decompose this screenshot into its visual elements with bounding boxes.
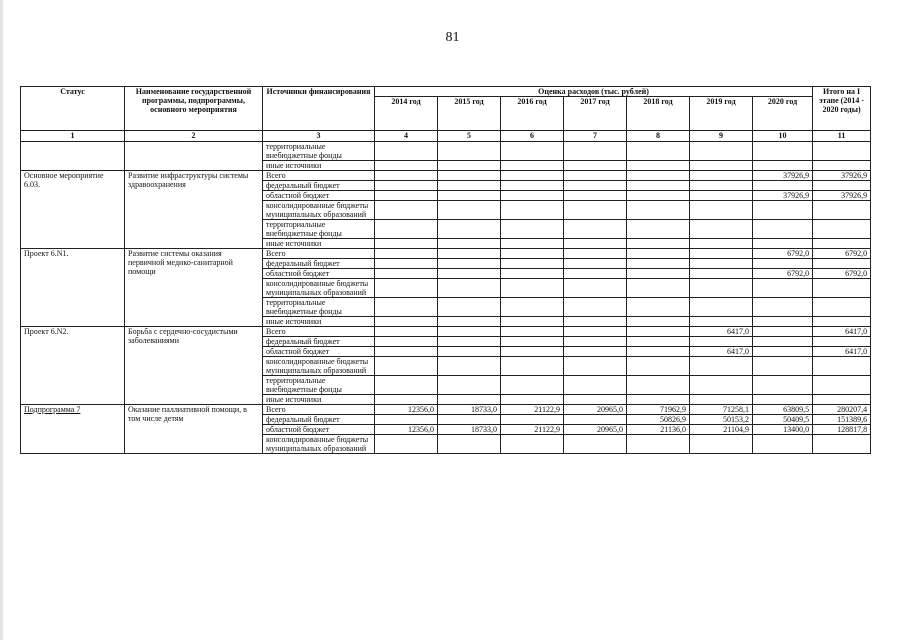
row-value xyxy=(438,298,501,317)
row-value xyxy=(564,435,627,454)
row-value xyxy=(564,171,627,181)
row-value xyxy=(564,279,627,298)
row-value xyxy=(375,239,438,249)
column-number: 8 xyxy=(627,131,690,142)
row-value xyxy=(627,347,690,357)
row-total: 151389,6 xyxy=(813,415,871,425)
row-value: 6417,0 xyxy=(690,347,753,357)
row-source: территориальные внебюджетные фонды xyxy=(263,142,375,161)
row-name: Развитие системы оказания первичной медико-санитарной помощи xyxy=(125,249,263,327)
row-value xyxy=(753,161,813,171)
row-value xyxy=(501,435,564,454)
row-value: 21136,0 xyxy=(627,425,690,435)
row-value xyxy=(753,201,813,220)
column-number: 1 xyxy=(21,131,125,142)
row-source: областной бюджет xyxy=(263,347,375,357)
row-value xyxy=(564,347,627,357)
header-year: 2018 год xyxy=(627,97,690,131)
row-value xyxy=(753,357,813,376)
row-value xyxy=(627,249,690,259)
row-value xyxy=(564,376,627,395)
header-year: 2016 год xyxy=(501,97,564,131)
column-number: 5 xyxy=(438,131,501,142)
row-value: 63809,5 xyxy=(753,405,813,415)
row-value xyxy=(501,269,564,279)
row-value: 21104,9 xyxy=(690,425,753,435)
row-value xyxy=(753,347,813,357)
row-value xyxy=(627,395,690,405)
row-value xyxy=(375,298,438,317)
row-value xyxy=(375,347,438,357)
row-value xyxy=(564,327,627,337)
row-source: федеральный бюджет xyxy=(263,181,375,191)
row-value xyxy=(438,347,501,357)
row-value xyxy=(438,259,501,269)
column-number: 11 xyxy=(813,131,871,142)
header-year: 2017 год xyxy=(564,97,627,131)
row-value xyxy=(375,161,438,171)
row-value xyxy=(690,317,753,327)
scan-edge-left xyxy=(0,0,3,640)
row-value xyxy=(501,142,564,161)
row-value xyxy=(690,220,753,239)
row-value xyxy=(501,376,564,395)
row-value xyxy=(564,259,627,269)
row-value xyxy=(501,201,564,220)
header-year: 2015 год xyxy=(438,97,501,131)
row-value xyxy=(375,357,438,376)
row-total: 37926,9 xyxy=(813,171,871,181)
row-value xyxy=(690,249,753,259)
row-value xyxy=(627,269,690,279)
row-value xyxy=(627,220,690,239)
row-value xyxy=(501,415,564,425)
column-number: 4 xyxy=(375,131,438,142)
row-value xyxy=(627,317,690,327)
row-source: иные источники xyxy=(263,317,375,327)
row-status: Проект 6.N2. xyxy=(21,327,125,405)
row-value xyxy=(438,239,501,249)
column-number: 10 xyxy=(753,131,813,142)
row-value xyxy=(690,142,753,161)
row-value xyxy=(627,171,690,181)
row-value: 18733,0 xyxy=(438,405,501,415)
row-value: 6417,0 xyxy=(690,327,753,337)
row-value xyxy=(627,279,690,298)
row-value xyxy=(690,279,753,298)
row-value: 37926,9 xyxy=(753,191,813,201)
row-value xyxy=(627,142,690,161)
header-cost: Оценка расходов (тыс. рублей) xyxy=(375,87,813,97)
row-value: 13400,0 xyxy=(753,425,813,435)
row-value xyxy=(627,298,690,317)
row-total xyxy=(813,376,871,395)
row-value xyxy=(627,181,690,191)
row-value xyxy=(564,191,627,201)
row-source: консолидированные бюджеты муниципальных образований xyxy=(263,435,375,454)
row-value: 50826,9 xyxy=(627,415,690,425)
row-value: 20965,0 xyxy=(564,425,627,435)
row-value xyxy=(627,435,690,454)
row-value xyxy=(438,395,501,405)
row-value xyxy=(627,376,690,395)
row-value xyxy=(627,239,690,249)
row-value xyxy=(501,191,564,201)
row-source: областной бюджет xyxy=(263,191,375,201)
row-value xyxy=(375,142,438,161)
row-source: Всего xyxy=(263,327,375,337)
row-value xyxy=(375,279,438,298)
row-value xyxy=(375,415,438,425)
header-year: 2019 год xyxy=(690,97,753,131)
row-value: 6792,0 xyxy=(753,249,813,259)
row-value xyxy=(375,327,438,337)
row-value xyxy=(753,220,813,239)
row-value xyxy=(627,327,690,337)
row-total: 6417,0 xyxy=(813,347,871,357)
row-value xyxy=(501,171,564,181)
row-value xyxy=(564,161,627,171)
header-name: Наименование государственной программы, подпрограммы, основного мероприятия xyxy=(125,87,263,131)
row-value xyxy=(690,259,753,269)
row-source: иные источники xyxy=(263,161,375,171)
row-value xyxy=(690,191,753,201)
row-value xyxy=(438,142,501,161)
row-status xyxy=(21,142,125,171)
row-source: Всего xyxy=(263,171,375,181)
row-value xyxy=(501,161,564,171)
row-value: 12356,0 xyxy=(375,425,438,435)
row-value xyxy=(501,347,564,357)
row-value xyxy=(375,376,438,395)
expense-table xyxy=(20,86,871,454)
row-value xyxy=(438,435,501,454)
row-value xyxy=(438,317,501,327)
row-value xyxy=(501,279,564,298)
row-value: 71258,1 xyxy=(690,405,753,415)
column-number: 6 xyxy=(501,131,564,142)
table-row xyxy=(21,142,871,161)
row-value xyxy=(438,327,501,337)
row-value xyxy=(753,376,813,395)
column-number: 2 xyxy=(125,131,263,142)
table-row xyxy=(21,327,871,337)
row-value xyxy=(564,269,627,279)
row-name: Развитие инфраструктуры системы здравоохранения xyxy=(125,171,263,249)
row-value xyxy=(564,181,627,191)
row-value xyxy=(564,395,627,405)
row-total xyxy=(813,357,871,376)
row-value xyxy=(438,279,501,298)
row-source: консолидированные бюджеты муниципальных образований xyxy=(263,201,375,220)
row-name xyxy=(125,142,263,171)
row-value xyxy=(375,249,438,259)
row-status: Проект 6.N1. xyxy=(21,249,125,327)
row-value xyxy=(564,317,627,327)
row-source: областной бюджет xyxy=(263,269,375,279)
row-value xyxy=(375,395,438,405)
row-total xyxy=(813,279,871,298)
row-value xyxy=(375,435,438,454)
row-value xyxy=(690,337,753,347)
row-value xyxy=(627,357,690,376)
header-status: Статус xyxy=(21,87,125,131)
row-value xyxy=(753,142,813,161)
row-value xyxy=(501,327,564,337)
row-total xyxy=(813,181,871,191)
row-value xyxy=(753,298,813,317)
row-value xyxy=(501,220,564,239)
row-source: иные источники xyxy=(263,395,375,405)
row-name: Оказание паллиативной помощи, в том числе детям xyxy=(125,405,263,454)
column-number: 7 xyxy=(564,131,627,142)
row-value: 21122,9 xyxy=(501,405,564,415)
row-value xyxy=(753,279,813,298)
row-value xyxy=(564,249,627,259)
row-value xyxy=(564,239,627,249)
row-value xyxy=(564,337,627,347)
row-value xyxy=(375,181,438,191)
row-value xyxy=(690,269,753,279)
row-value xyxy=(438,357,501,376)
row-value xyxy=(753,337,813,347)
row-value xyxy=(375,269,438,279)
row-total xyxy=(813,317,871,327)
column-number: 9 xyxy=(690,131,753,142)
row-value xyxy=(564,220,627,239)
row-value: 37926,9 xyxy=(753,171,813,181)
row-value: 20965,0 xyxy=(564,405,627,415)
row-total: 280207,4 xyxy=(813,405,871,415)
row-total: 128817,8 xyxy=(813,425,871,435)
row-value xyxy=(438,269,501,279)
row-total: 6417,0 xyxy=(813,327,871,337)
row-value xyxy=(501,337,564,347)
row-value xyxy=(375,191,438,201)
row-value xyxy=(753,317,813,327)
row-value xyxy=(501,181,564,191)
row-value xyxy=(627,201,690,220)
row-value xyxy=(438,337,501,347)
row-total: 6792,0 xyxy=(813,269,871,279)
row-total xyxy=(813,298,871,317)
row-value xyxy=(375,337,438,347)
row-value xyxy=(438,220,501,239)
row-value xyxy=(690,298,753,317)
row-source: Всего xyxy=(263,405,375,415)
header-total: Итого на I этапе (2014 - 2020 годы) xyxy=(813,87,871,131)
row-value: 18733,0 xyxy=(438,425,501,435)
row-value xyxy=(375,171,438,181)
row-value xyxy=(375,317,438,327)
row-value xyxy=(438,415,501,425)
header-year: 2014 год xyxy=(375,97,438,131)
row-value xyxy=(690,161,753,171)
row-source: Всего xyxy=(263,249,375,259)
row-value xyxy=(690,171,753,181)
row-value xyxy=(375,201,438,220)
row-value xyxy=(690,181,753,191)
row-source: федеральный бюджет xyxy=(263,337,375,347)
row-value xyxy=(690,376,753,395)
row-value xyxy=(438,161,501,171)
row-value xyxy=(753,181,813,191)
row-value xyxy=(690,395,753,405)
table-row xyxy=(21,405,871,415)
row-total xyxy=(813,435,871,454)
row-total xyxy=(813,220,871,239)
row-total xyxy=(813,395,871,405)
row-total xyxy=(813,201,871,220)
row-total xyxy=(813,142,871,161)
row-value: 50153,2 xyxy=(690,415,753,425)
row-name: Борьба с сердечно-сосудистыми заболеваниями xyxy=(125,327,263,405)
row-value xyxy=(501,259,564,269)
row-source: федеральный бюджет xyxy=(263,259,375,269)
column-number: 3 xyxy=(263,131,375,142)
row-value xyxy=(564,357,627,376)
row-value xyxy=(501,317,564,327)
row-status: Подпрограмма 7 xyxy=(21,405,125,454)
row-value xyxy=(564,415,627,425)
row-source: федеральный бюджет xyxy=(263,415,375,425)
row-value xyxy=(690,435,753,454)
row-value xyxy=(375,220,438,239)
row-total: 37926,9 xyxy=(813,191,871,201)
row-value xyxy=(753,435,813,454)
row-total: 6792,0 xyxy=(813,249,871,259)
row-value xyxy=(753,239,813,249)
row-value xyxy=(627,191,690,201)
header-source: Источники финансирования xyxy=(263,87,375,131)
row-value xyxy=(501,357,564,376)
row-value xyxy=(564,142,627,161)
page-number: 81 xyxy=(445,30,460,45)
table-row xyxy=(21,171,871,181)
row-value xyxy=(564,298,627,317)
row-source: областной бюджет xyxy=(263,425,375,435)
row-value xyxy=(690,201,753,220)
row-value xyxy=(438,249,501,259)
row-total xyxy=(813,259,871,269)
header-year: 2020 год xyxy=(753,97,813,131)
row-value: 21122,9 xyxy=(501,425,564,435)
row-source: территориальные внебюджетные фонды xyxy=(263,376,375,395)
row-total xyxy=(813,239,871,249)
row-value xyxy=(564,201,627,220)
row-value xyxy=(438,376,501,395)
row-value xyxy=(753,259,813,269)
row-value xyxy=(438,201,501,220)
row-value xyxy=(438,171,501,181)
row-value xyxy=(753,395,813,405)
row-value: 71962,9 xyxy=(627,405,690,415)
row-source: иные источники xyxy=(263,239,375,249)
row-value xyxy=(690,357,753,376)
row-value xyxy=(438,181,501,191)
row-total xyxy=(813,337,871,347)
row-total xyxy=(813,161,871,171)
row-value: 6792,0 xyxy=(753,269,813,279)
row-status: Основное мероприятие 6.03. xyxy=(21,171,125,249)
row-source: территориальные внебюджетные фонды xyxy=(263,298,375,317)
row-value xyxy=(627,161,690,171)
row-value xyxy=(501,239,564,249)
row-value xyxy=(690,239,753,249)
row-value xyxy=(753,327,813,337)
table-body xyxy=(21,142,871,454)
row-value xyxy=(627,259,690,269)
row-value xyxy=(375,259,438,269)
row-value: 50409,5 xyxy=(753,415,813,425)
table-row xyxy=(21,249,871,259)
row-value xyxy=(627,337,690,347)
row-value xyxy=(501,249,564,259)
row-source: территориальные внебюджетные фонды xyxy=(263,220,375,239)
row-value xyxy=(501,298,564,317)
row-value xyxy=(438,191,501,201)
row-value: 12356,0 xyxy=(375,405,438,415)
row-source: консолидированные бюджеты муниципальных образований xyxy=(263,279,375,298)
row-value xyxy=(501,395,564,405)
row-source: консолидированные бюджеты муниципальных образований xyxy=(263,357,375,376)
